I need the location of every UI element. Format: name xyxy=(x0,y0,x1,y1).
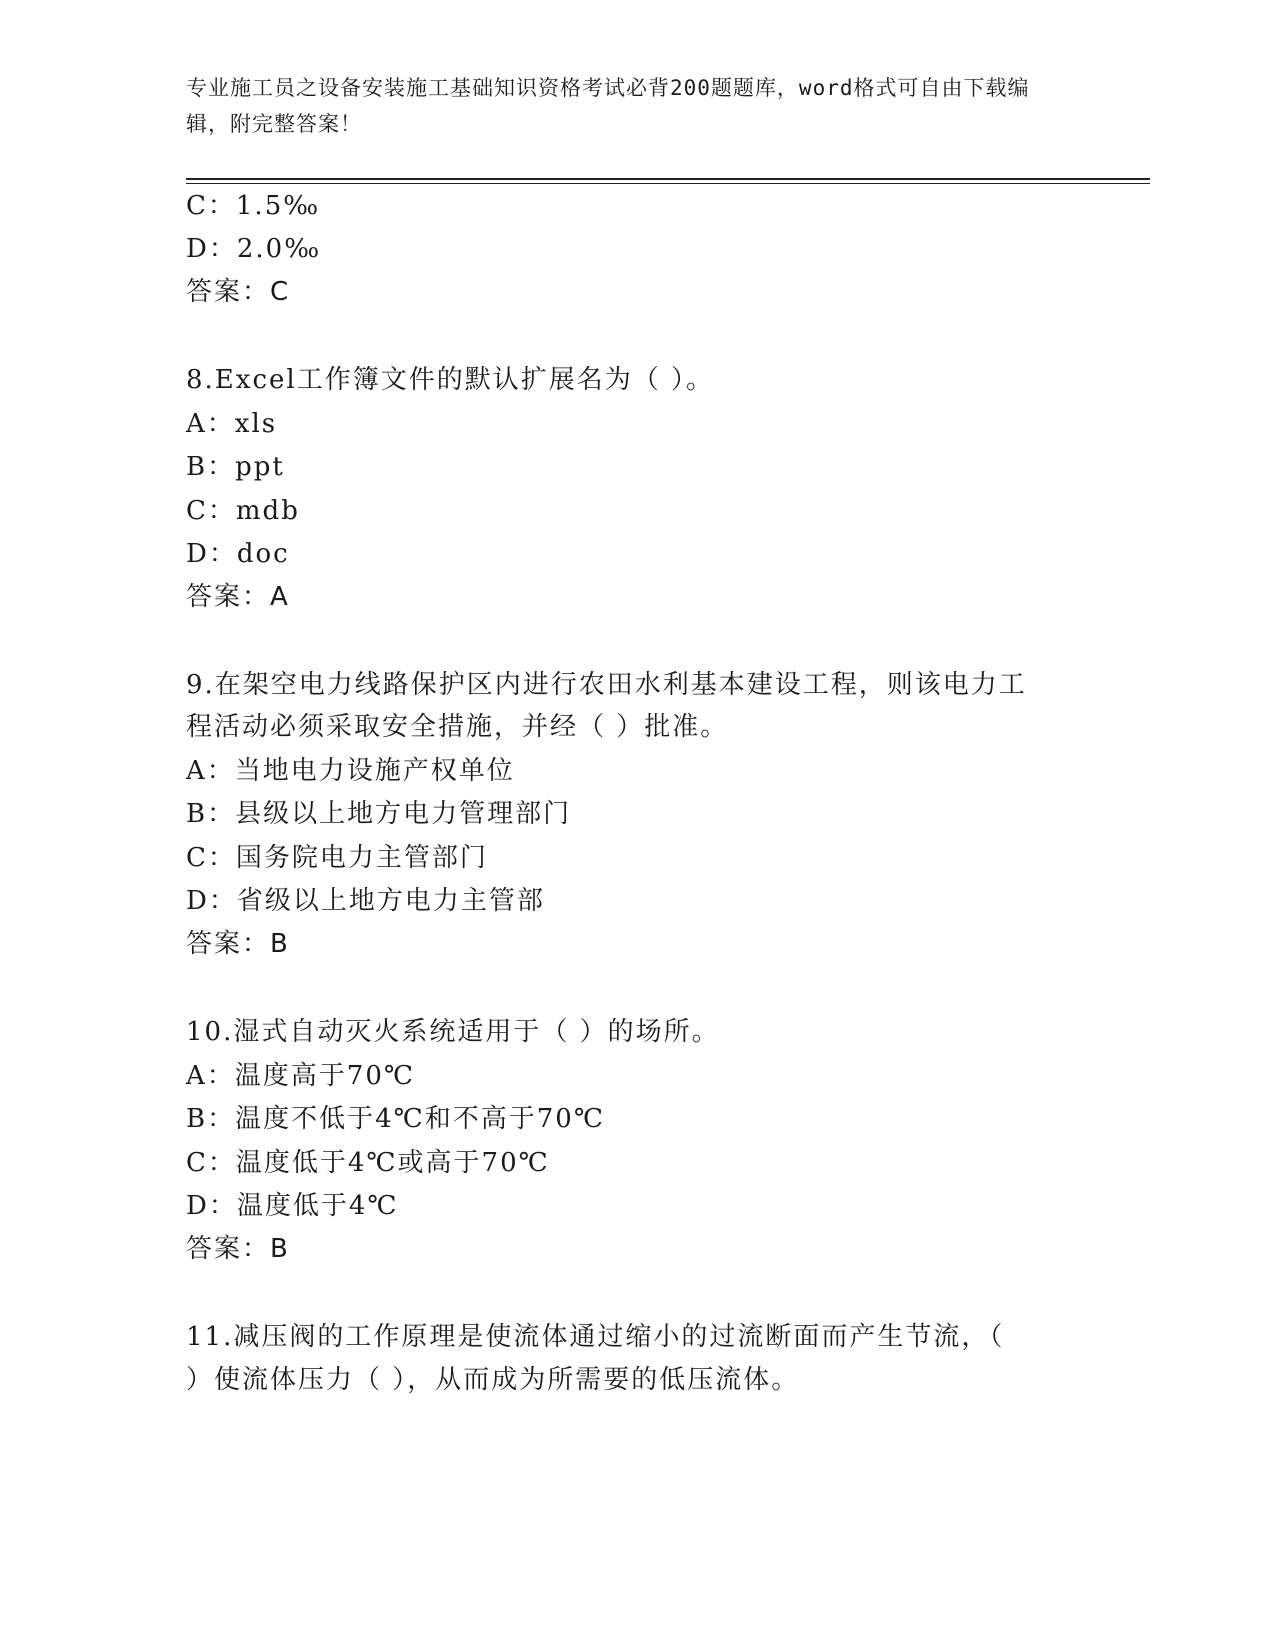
q10-option-d: D：温度低于4℃ xyxy=(186,1191,399,1221)
prev-option-d: D：2.0‰ xyxy=(186,234,322,264)
q10-option-a: A：温度高于70℃ xyxy=(186,1061,415,1091)
q8-option-d: D：doc xyxy=(186,539,290,569)
q8-option-c: C：mdb xyxy=(186,496,300,526)
q8-option-b: B：ppt xyxy=(186,452,285,482)
q9-answer: 答案：B xyxy=(186,929,290,959)
q10-answer: 答案：B xyxy=(186,1234,290,1264)
q8-answer: 答案：A xyxy=(186,582,290,612)
q9-stem-line2: 程活动必须采取安全措施，并经（ ）批准。 xyxy=(186,712,729,742)
q9-option-d: D：省级以上地方电力主管部 xyxy=(186,886,545,916)
document-header: 专业施工员之设备安装施工基础知识资格考试必背200题题库，word格式可自由下载编辑，附完整答案！ xyxy=(186,76,1030,136)
q11-stem-line1: 11.减压阀的工作原理是使流体通过缩小的过流断面而产生节流，（ xyxy=(186,1322,1005,1352)
q9-option-c: C：国务院电力主管部门 xyxy=(186,843,488,873)
q10-option-c: C：温度低于4℃或高于70℃ xyxy=(186,1148,550,1178)
q10-option-b: B：温度不低于4℃和不高于70℃ xyxy=(186,1104,605,1134)
q10-stem: 10.湿式自动灭火系统适用于（ ）的场所。 xyxy=(186,1017,720,1047)
prev-option-c: C：1.5‰ xyxy=(186,191,321,221)
q8-option-a: A：xls xyxy=(186,409,278,439)
header-rule-thick xyxy=(186,178,1150,180)
prev-answer: 答案：C xyxy=(186,277,291,307)
q8-stem: 8.Excel工作簿文件的默认扩展名为（ ）。 xyxy=(186,365,714,395)
q9-option-a: A：当地电力设施产权单位 xyxy=(186,756,515,786)
q9-option-b: B：县级以上地方电力管理部门 xyxy=(186,799,572,829)
header-rule-thin xyxy=(186,183,1150,184)
q11-stem-line2: ）使流体压力（ ），从而成为所需要的低压流体。 xyxy=(186,1365,800,1395)
q9-stem-line1: 9.在架空电力线路保护区内进行农田水利基本建设工程，则该电力工 xyxy=(186,670,1027,700)
